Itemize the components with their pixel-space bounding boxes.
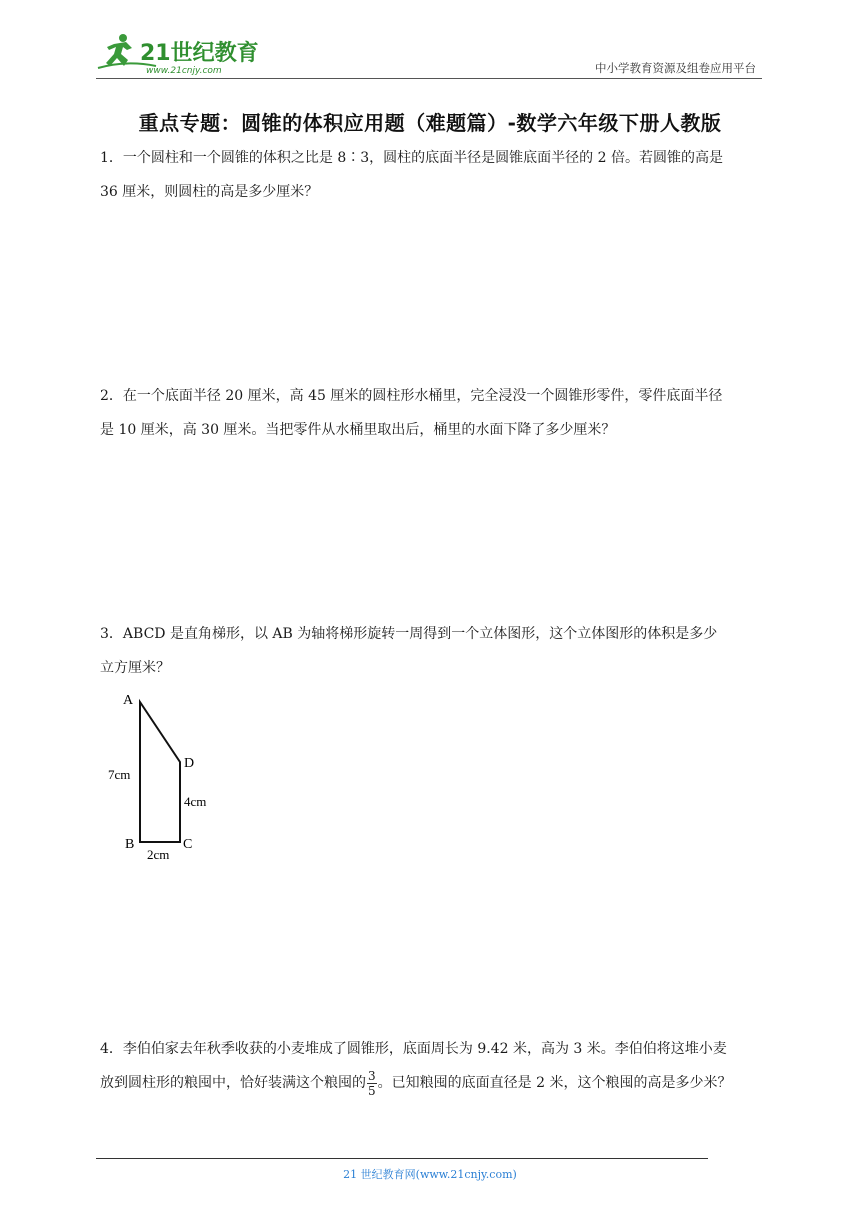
question-2 [100,379,764,447]
header-divider [96,78,762,79]
fraction-denominator: 5 [368,1083,376,1098]
trapezoid-figure [100,688,240,868]
label-d: D [184,756,195,771]
question-2-line-1: 2．在一个底面半径 20 厘米，高 45 厘米的圆柱形水桶里，完全浸没一个圆锥形零件，零件底面半径 [100,388,723,404]
question-3 [100,617,764,685]
fraction-numerator: 3 [368,1068,376,1083]
question-1-line-1: 1．一个圆柱和一个圆锥的体积之比是 8∶3，圆柱的底面半径是圆锥底面半径的 2 倍。若圆锥的高是 [100,150,723,166]
footer-divider [96,1158,708,1159]
label-a: A [123,693,134,708]
label-bc-length: 2cm [147,847,170,862]
question-1 [100,141,764,209]
question-1-line-2: 36 厘米，则圆柱的高是多少厘米？ [100,184,319,200]
logo-url: www.21cnjy.com [146,66,222,76]
question-3-line-2: 立方厘米？ [100,660,170,676]
question-4-line-2-start: 放到圆柱形的粮囤中，恰好装满这个粮囤的 [100,1075,366,1091]
fraction-three-fifths [367,1069,377,1098]
question-3-line-1: 3．ABCD 是直角梯形，以 AB 为轴将梯形旋转一周得到一个立体图形，这个立体图形的体积是多少 [100,626,718,642]
question-4-line-2-end: 。已知粮囤的底面直径是 2 米，这个粮囤的高是多少米？ [377,1075,732,1091]
logo-text: 21世纪教育 [140,41,259,66]
label-b: B [125,837,135,852]
question-4 [100,1032,764,1100]
footer-text[interactable]: 21 世纪教育网(www.21cnjy.com) [343,1168,517,1181]
question-2-line-2: 是 10 厘米，高 30 厘米。当把零件从水桶里取出后，桶里的水面下降了多少厘米？ [100,422,616,438]
label-ab-length: 7cm [108,767,131,782]
trapezoid-shape [140,702,180,842]
site-logo [96,30,266,78]
question-4-line-2 [100,1066,764,1100]
label-c: C [183,837,193,852]
question-4-line-1: 4．李伯伯家去年秋季收获的小麦堆成了圆锥形，底面周长为 9.42 米，高为 3 米。李伯伯将这堆小麦 [100,1041,727,1057]
page-title: 重点专题：圆锥的体积应用题（难题篇）-数学六年级下册人教版 [138,111,722,135]
label-dc-length: 4cm [184,794,207,809]
header-platform-text: 中小学教育资源及组卷应用平台 [595,61,756,75]
